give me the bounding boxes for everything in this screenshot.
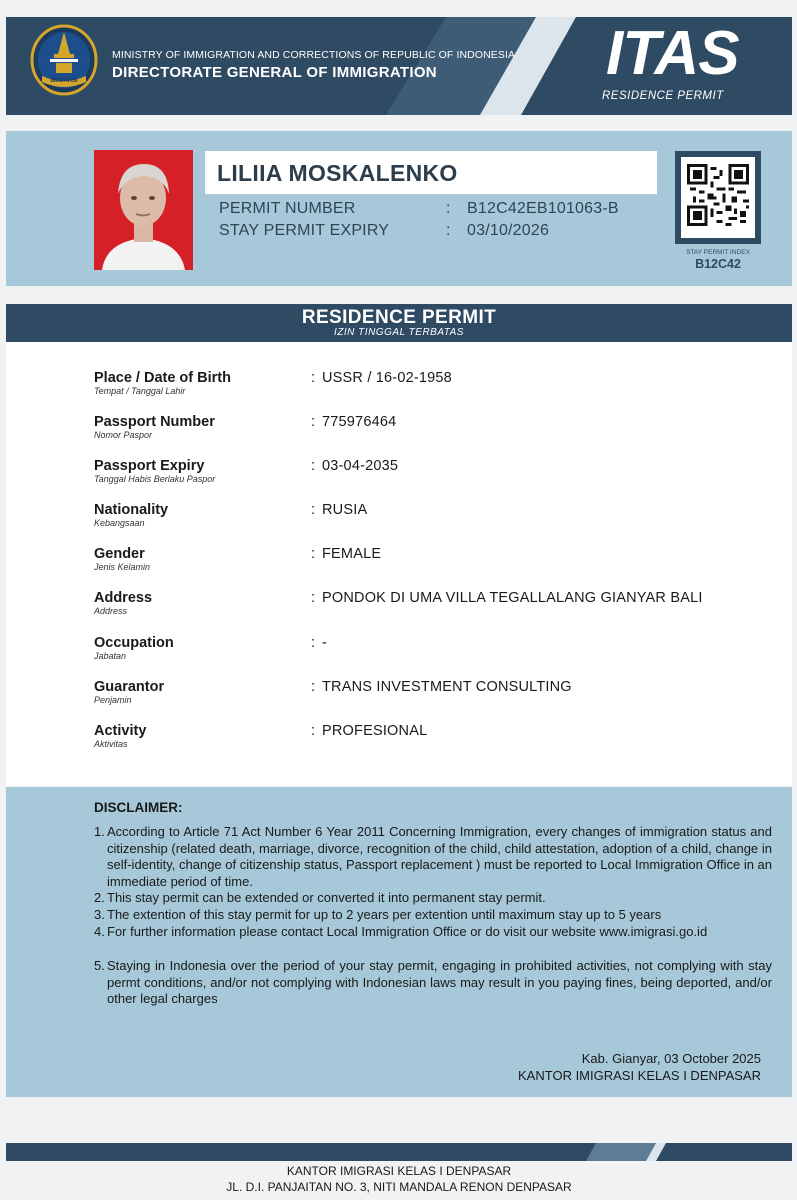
field-sublabel: Nomor Paspor bbox=[94, 430, 153, 440]
permit-number-value: B12C42EB101063-B bbox=[467, 200, 619, 217]
field-label: Guarantor bbox=[94, 679, 165, 695]
person-icon bbox=[94, 150, 193, 270]
field-row bbox=[94, 635, 174, 661]
field-sublabel: Tanggal Habis Berlaku Paspor bbox=[94, 474, 216, 484]
directorate-title: DIRECTORATE GENERAL OF IMMIGRATION bbox=[112, 64, 437, 81]
field-value: 775976464 bbox=[322, 414, 397, 430]
permit-number-label: PERMIT NUMBER bbox=[219, 200, 356, 217]
field-value: PONDOK DI UMA VILLA TEGALLALANG GIANYAR BALI bbox=[322, 590, 703, 606]
footer-office: KANTOR IMIGRASI KELAS I DENPASAR bbox=[286, 1164, 512, 1178]
footer-stripe-graphic bbox=[6, 1143, 792, 1161]
permit-expiry-value: 03/10/2026 bbox=[467, 222, 550, 239]
residence-permit-title: RESIDENCE PERMIT bbox=[301, 307, 497, 328]
field-label: Place / Date of Birth bbox=[94, 370, 231, 386]
footer-address: JL. D.I. PANJAITAN NO. 3, NITI MANDALA RENON DENPASAR bbox=[226, 1180, 572, 1194]
qr-code-icon bbox=[687, 164, 749, 226]
stay-permit-index-label: STAY PERMIT INDEX bbox=[686, 249, 750, 256]
field-sublabel: Kebangsaan bbox=[94, 518, 145, 528]
itas-subtitle: RESIDENCE PERMIT bbox=[602, 90, 724, 102]
field-value: USSR / 16-02-1958 bbox=[322, 370, 452, 386]
disclaimer-number: 3. bbox=[94, 907, 105, 922]
field-colon: : bbox=[311, 502, 316, 518]
field-sublabel: Tempat / Tanggal Lahir bbox=[94, 386, 186, 396]
ministry-title: MINISTRY OF IMMIGRATION AND CORRECTIONS OF REPUBLIC OF INDONESIA bbox=[112, 49, 516, 61]
holder-photo bbox=[94, 150, 193, 270]
issuing-office: KANTOR IMIGRASI KELAS I DENPASAR bbox=[518, 1068, 761, 1083]
disclaimer-item bbox=[94, 890, 772, 907]
disclaimer-text: Staying in Indonesia over the period of your stay permit, engaging in prohibited activities, not complying with stay permt conditions, and/or not complying with Indonesian laws may result in you paying fines, being deported, and/or other legal charges bbox=[107, 958, 772, 1006]
disclaimer-number: 4. bbox=[94, 924, 105, 939]
field-colon: : bbox=[311, 458, 316, 474]
field-sublabel: Aktivitas bbox=[94, 739, 128, 749]
field-colon: : bbox=[311, 546, 316, 562]
field-value: - bbox=[322, 635, 328, 651]
field-label: Occupation bbox=[94, 635, 174, 651]
stay-permit-index-value: B12C42 bbox=[695, 257, 741, 271]
permit-expiry-label: STAY PERMIT EXPIRY bbox=[219, 222, 390, 239]
field-row bbox=[94, 546, 150, 572]
field-colon: : bbox=[311, 723, 316, 739]
field-row bbox=[94, 590, 152, 616]
itas-logo: ITAS bbox=[606, 19, 739, 88]
disclaimer-item bbox=[94, 958, 772, 1008]
permit-number-colon: : bbox=[446, 200, 451, 217]
field-value: RUSIA bbox=[322, 502, 368, 518]
field-label: Nationality bbox=[94, 502, 169, 518]
field-sublabel: Jenis Kelamin bbox=[94, 562, 151, 572]
field-sublabel: Jabatan bbox=[94, 651, 127, 661]
field-row bbox=[94, 723, 146, 749]
field-label: Passport Number bbox=[94, 414, 215, 430]
field-label: Activity bbox=[94, 723, 147, 739]
field-value: 03-04-2035 bbox=[322, 458, 399, 474]
field-row bbox=[94, 502, 168, 528]
field-label: Gender bbox=[94, 546, 145, 562]
field-value: TRANS INVESTMENT CONSULTING bbox=[322, 679, 572, 695]
disclaimer-item bbox=[94, 824, 772, 890]
field-sublabel: Penjamin bbox=[94, 695, 132, 705]
field-row bbox=[94, 414, 215, 440]
permit-expiry-colon: : bbox=[446, 222, 451, 239]
disclaimer-text: According to Article 71 Act Number 6 Year 2011 Concerning Immigration, every changes of immigration status and citizenship (related death, marriage, divorce, recognition of the child, child attestation, adoption of a child, change in self-identity, change of citizenship status, Passport replacement ) must be reported to Local Immigration Office in an immediate period of time. bbox=[107, 824, 773, 889]
field-colon: : bbox=[311, 635, 316, 651]
holder-name: LILIIA MOSKALENKO bbox=[217, 160, 458, 186]
field-value: FEMALE bbox=[322, 546, 382, 562]
disclaimer-item bbox=[94, 924, 772, 941]
field-colon: : bbox=[311, 370, 316, 386]
field-sublabel: Address bbox=[94, 606, 128, 616]
field-label: Passport Expiry bbox=[94, 458, 205, 474]
field-value: PROFESIONAL bbox=[322, 723, 428, 739]
disclaimer-text: The extention of this stay permit for up to 2 years per extention until maximum stay up to 5 years bbox=[107, 907, 662, 922]
disclaimer-number: 5. bbox=[94, 958, 105, 973]
disclaimer-text: This stay permit can be extended or converted it into permanent stay permit. bbox=[107, 890, 546, 905]
disclaimer-number: 2. bbox=[94, 890, 105, 905]
disclaimer-text: For further information please contact Local Immigration Office or do visit our website www.imigrasi.go.id bbox=[107, 924, 708, 939]
field-colon: : bbox=[311, 590, 316, 606]
footer-stripe bbox=[6, 1143, 792, 1161]
disclaimer-item bbox=[94, 907, 772, 924]
disclaimer-title: DISCLAIMER: bbox=[94, 800, 183, 815]
field-row bbox=[94, 679, 164, 705]
field-label: Address bbox=[94, 590, 153, 606]
emblem-text: IMIGRASI bbox=[50, 78, 78, 84]
field-colon: : bbox=[311, 679, 316, 695]
field-row bbox=[94, 458, 215, 484]
issue-place-date: Kab. Gianyar, 03 October 2025 bbox=[581, 1051, 761, 1066]
field-row bbox=[94, 370, 231, 396]
immigration-emblem bbox=[30, 24, 98, 96]
residence-permit-subtitle: IZIN TINGGAL TERBATAS bbox=[334, 327, 464, 338]
field-colon: : bbox=[311, 414, 316, 430]
disclaimer-number: 1. bbox=[94, 824, 105, 839]
